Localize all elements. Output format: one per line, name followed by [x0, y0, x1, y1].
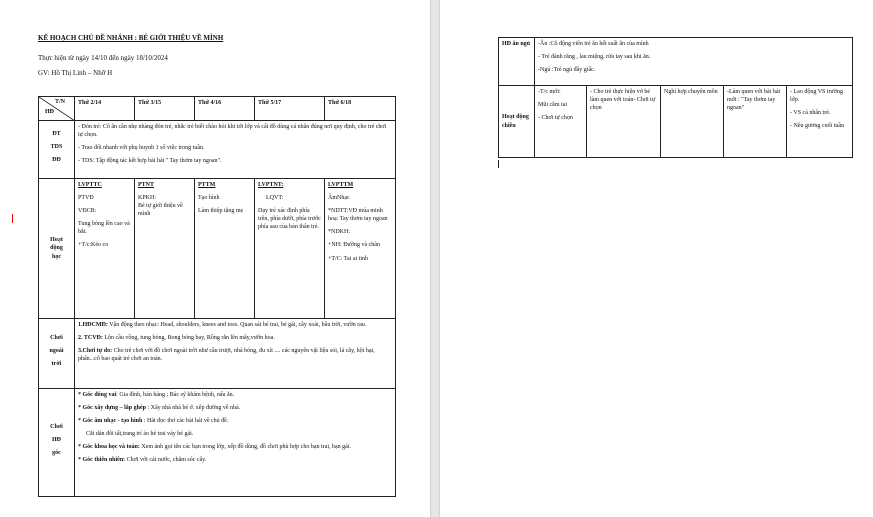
corners-content: * Góc đóng vai: Gia đình, bán hàng ; Bác sỹ khám bệnh, nấu ăn. * Góc xây dựng – lắp ghép : Xây nhà nhà bé ở. xếp đường về nhà. * Góc âm nhạc - tạo hình : Hát đọc thơ các bài hát về chủ đề. Cắt dán đôi tất,trang trí áo bé trai váy bé gái. * Góc khoa học và toán: Xem ảnh gọi tên các bạn trong lớp, xếp đồ dùng, đồ chơi phù hợp cho bạn trai, bạn gái. * Góc thiên nhiên: Chơi với cát nước, chăm sóc cây.: [75, 389, 396, 497]
outdoor-content: 1.HĐCMĐ: Vận động theo nhạc: Head, shoulders, knees and toes. Quan sát bé trai, bé gái, cây xoài, bầu trời, vườn rau. 2. TCVĐ: Lộn cầu vồng, tung bóng, Bong bóng bay, Rồng rắn lên mây,vườn hoa. 3.Chơi tự do: Cho trẻ chơi với đồ chơi ngoài trời như cầu trượt, nhà bóng, đu xít .... các nguyên vật liệu sỏi, lá cây, hột hạt, phấn...cô bao quát trẻ chơi an toàn.: [75, 319, 396, 389]
document-page-1: [0, 0, 430, 517]
afternoon-thu: -Làm quen với bài hát mới : "Tay thơm tay ngoan": [724, 86, 787, 158]
row-label-activities: Hoạt động học: [39, 179, 75, 319]
day-header-mon: Thứ 2/14: [75, 97, 135, 121]
morning-content: - Đón trẻ: Cô ân cần nhẹ nhàng đón trẻ, nhắc trẻ biết chào hỏi khi tới lớp và cất đồ dùng cá nhân đúng nơi quy định, cho trẻ chơi tự chọn. - Trao đổi nhanh với phụ huynh 1 số việc trong tuần. - TDS: Tập động tác kết hợp bài hát " Tay thơm tay ngoan".: [75, 121, 396, 179]
text-cursor-page2: [498, 160, 499, 168]
document-page-2: [440, 0, 873, 517]
corner-top-label: T/N: [55, 99, 66, 105]
day-header-fri: Thứ 6/18: [325, 97, 396, 121]
row-label-afternoon: Hoạt động chiều: [499, 86, 535, 158]
activity-wed: PTTM Tạo hình Làm thiệp tặng mẹ: [195, 179, 255, 319]
row-label-morning: ĐT TDS ĐĐ: [39, 121, 75, 179]
day-header-tue: Thứ 3/15: [135, 97, 195, 121]
afternoon-fri: - Lao động VS trường lớp. - VS cá nhân trẻ. - Nêu gương cuối tuần: [787, 86, 853, 158]
activity-mon: LVPTTC PTVĐ VĐCB: Tung bóng lên cao và bắt. +T/c:Kéo co: [75, 179, 135, 319]
row-label-meal: HĐ ăn ngủ: [499, 38, 535, 86]
table-corner-cell: [39, 97, 75, 121]
row-label-corners: Chơi HĐ góc: [39, 389, 75, 497]
meal-content: -Ăn :Cô động viên trẻ ăn hết suất ăn của mình - Trẻ đánh răng , lau miệng, rửa tay sau khi ăn. -Ngủ :Trẻ ngủ đầy giấc.: [535, 38, 853, 86]
row-label-outdoor: Chơi ngoài trời: [39, 319, 75, 389]
plan-title: KẾ HOẠCH CHỦ ĐỀ NHÁNH : BÉ GIỚI THIỆU VỀ MÌNH: [38, 34, 224, 42]
afternoon-wed: Nghỉ hợp chuyên môn: [661, 86, 724, 158]
corner-bottom-label: HĐ: [45, 109, 54, 115]
day-header-wed: Thứ 4/16: [195, 97, 255, 121]
activity-tue: PTNT KPKH: Bé tự giới thiệu về mình: [135, 179, 195, 319]
weekly-plan-table: [38, 96, 396, 497]
afternoon-tue: - Cho trẻ thực hiện vở bé làm quen với toán- Chơi tự chọn: [587, 86, 661, 158]
activity-thu: LVPTNT: LQVT: Dạy trẻ xác định phía trên, phía dưới, phía trước phía sau của bản thân trẻ.: [255, 179, 325, 319]
continued-plan-table: [498, 37, 853, 158]
text-cursor: [12, 214, 13, 223]
day-header-thu: Thứ 5/17: [255, 97, 325, 121]
plan-dates: Thực hiện từ ngày 14/10 đến ngày 18/10/2024: [38, 54, 168, 62]
activity-fri: LVPTTM ÂmNhạc *NDTT:VĐ múa minh hoạ: Tay thơm tay ngoan *NDKH: +NH: Đường và chân +T/C: Tai ai tinh: [325, 179, 396, 319]
afternoon-mon: -T/c mới: Mũi cằm tai - Chơi tự chọn: [535, 86, 587, 158]
plan-teacher: GV: Hồ Thị Linh – Nhỡ H: [38, 69, 113, 77]
